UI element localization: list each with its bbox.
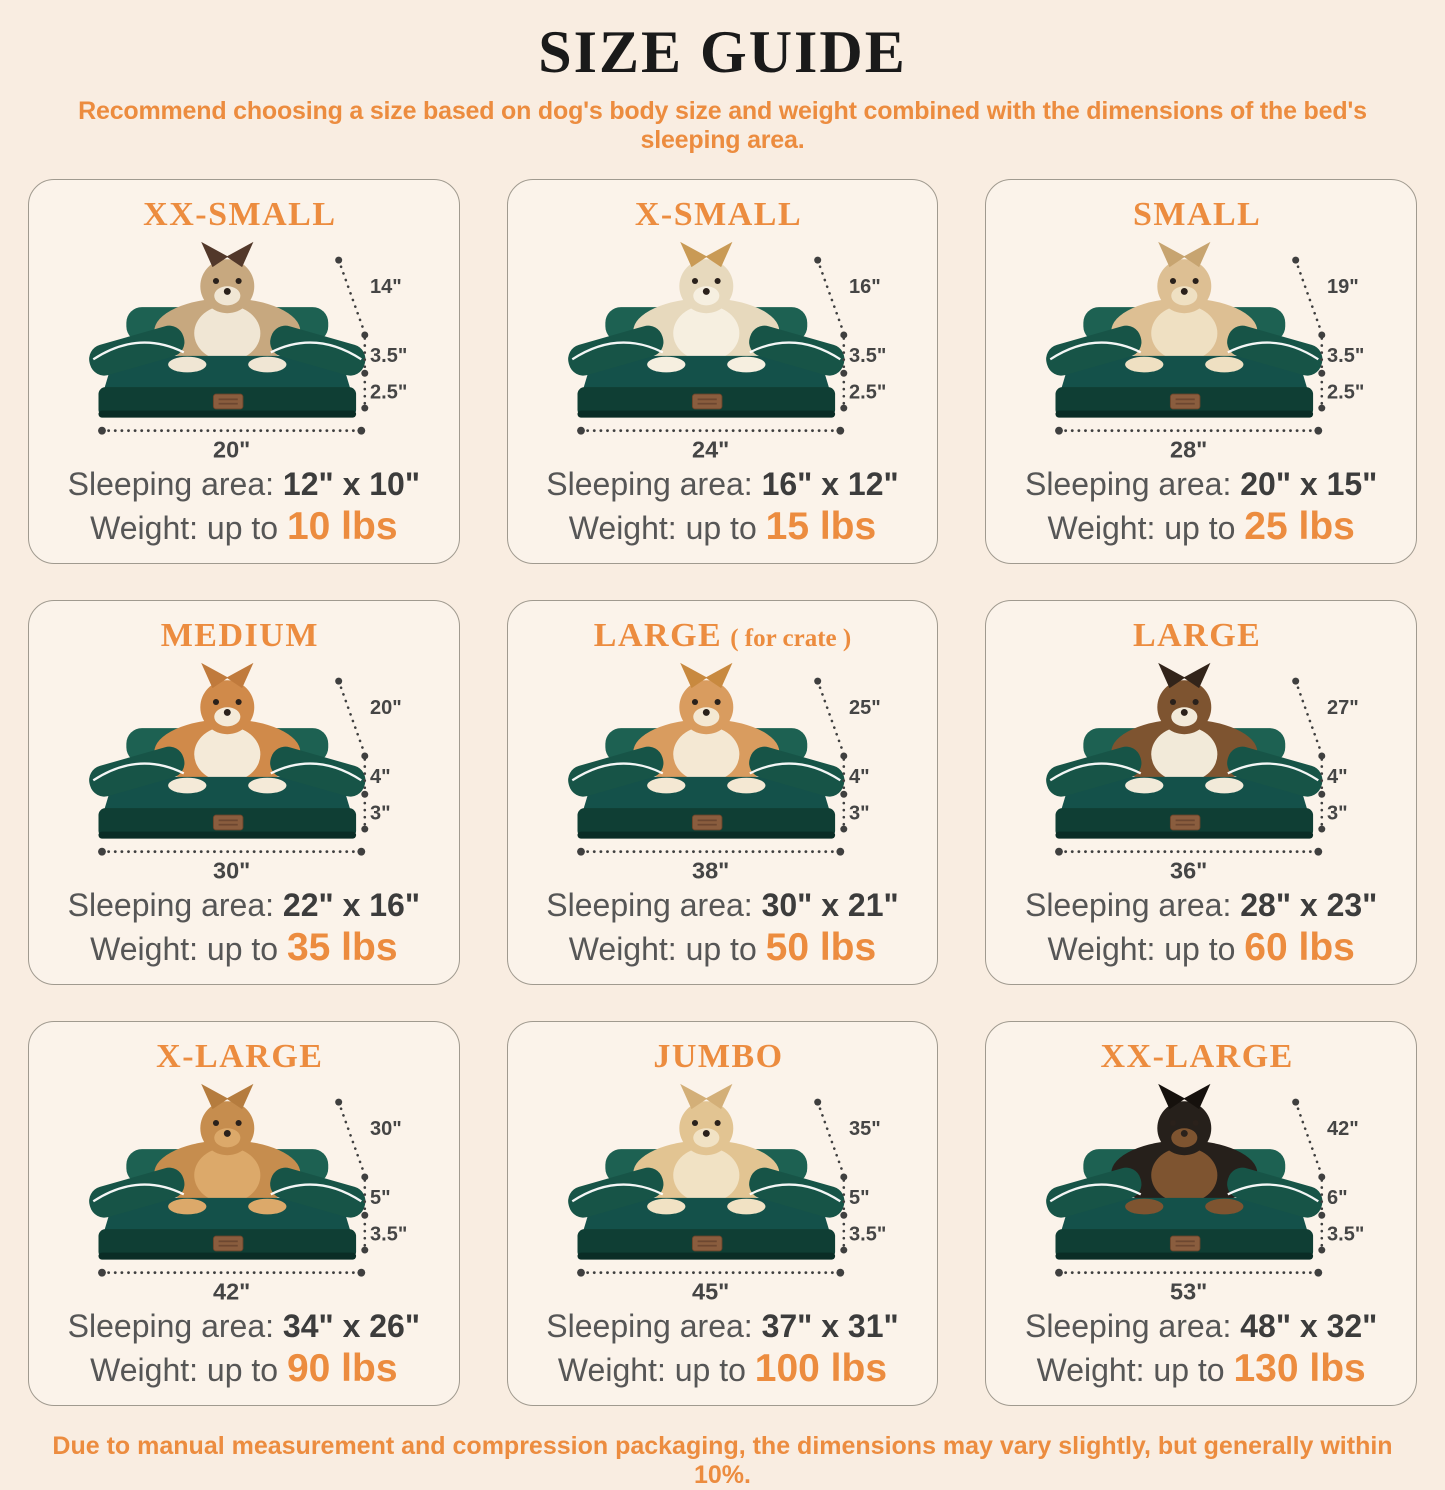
pet-paw-right bbox=[727, 1199, 765, 1215]
weight-value: 50 lbs bbox=[765, 926, 877, 969]
pet-eye-right bbox=[714, 699, 720, 705]
dimension-label-lower: 3.5" bbox=[848, 1223, 886, 1246]
bed-tag-detail bbox=[697, 403, 716, 405]
dimension-line-depth bbox=[339, 260, 365, 333]
dimension-label-upper: 5" bbox=[370, 1186, 391, 1209]
pet-chest bbox=[1152, 726, 1218, 782]
pet-paw-right bbox=[727, 357, 765, 373]
sleeping-area-label: Sleeping area: bbox=[67, 466, 275, 502]
pet-eye-right bbox=[714, 278, 720, 284]
bed-base-shadow bbox=[1056, 1253, 1314, 1260]
weight-value: 15 lbs bbox=[765, 505, 877, 548]
pet-nose bbox=[224, 1130, 231, 1137]
weight-label: Weight: up to bbox=[90, 510, 279, 546]
dimension-label-lower: 3" bbox=[848, 802, 870, 825]
sleeping-area-label: Sleeping area: bbox=[1024, 887, 1232, 923]
dimension-label-lower: 3" bbox=[1327, 802, 1348, 825]
pet-chest bbox=[1152, 305, 1218, 361]
bed-figure bbox=[994, 655, 1408, 883]
bed-tag-detail bbox=[697, 1245, 716, 1247]
bed-brand-tag bbox=[692, 1236, 722, 1251]
weight-value: 130 lbs bbox=[1233, 1347, 1366, 1390]
sleeping-area-line bbox=[37, 466, 451, 503]
size-label: XX-LARGE bbox=[1100, 1038, 1294, 1075]
pet-nose bbox=[702, 1130, 709, 1137]
sleeping-area-line bbox=[994, 887, 1408, 924]
size-card bbox=[28, 179, 460, 564]
dimension-label-depth: 27" bbox=[1327, 697, 1360, 720]
size-suffix: ( for crate ) bbox=[730, 625, 852, 652]
sleeping-area-value: 28" x 23" bbox=[1240, 887, 1378, 923]
weight-line bbox=[37, 926, 451, 970]
bed-base-shadow bbox=[1056, 411, 1314, 418]
pet-nose bbox=[1181, 288, 1188, 295]
bed-tag-detail bbox=[219, 1245, 238, 1247]
bed-tag-detail bbox=[1176, 824, 1195, 826]
bed-base-shadow bbox=[98, 411, 356, 418]
pet-chest bbox=[194, 1147, 260, 1203]
page-subtitle: Recommend choosing a size based on dog's body size and weight combined with the dimensions of the bed's sleeping area. bbox=[78, 97, 1367, 154]
size-card bbox=[507, 179, 939, 564]
dimension-label-width: 20" bbox=[213, 436, 251, 462]
pet-paw-left bbox=[647, 357, 685, 373]
bed-tag-detail bbox=[697, 1240, 716, 1242]
dimension-label-depth: 19" bbox=[1327, 276, 1360, 299]
pet-chest bbox=[194, 726, 260, 782]
pet-chest bbox=[1152, 1147, 1218, 1203]
size-cards-grid bbox=[28, 179, 1417, 1406]
bed-tag-detail bbox=[697, 824, 716, 826]
sleeping-area-label: Sleeping area: bbox=[67, 887, 275, 923]
weight-label: Weight: up to bbox=[557, 1352, 746, 1388]
pet-paw-right bbox=[1206, 1199, 1244, 1215]
bed-tag-detail bbox=[697, 819, 716, 821]
size-card bbox=[507, 600, 939, 985]
weight-line bbox=[37, 1347, 451, 1391]
size-name bbox=[516, 196, 930, 234]
dimension-label-lower: 2.5" bbox=[370, 381, 408, 404]
sleeping-area-value: 22" x 16" bbox=[282, 887, 421, 923]
dimension-label-upper: 4" bbox=[1327, 765, 1348, 788]
size-label: LARGE bbox=[1132, 617, 1262, 654]
bed-brand-tag bbox=[1171, 815, 1201, 830]
size-name bbox=[994, 617, 1408, 655]
dimension-label-upper: 3.5" bbox=[370, 344, 408, 367]
dimension-label-width: 30" bbox=[213, 857, 251, 883]
bed-tag-detail bbox=[219, 1240, 238, 1242]
bed-base-shadow bbox=[577, 832, 835, 839]
bed-brand-tag bbox=[692, 815, 722, 830]
dimension-line-depth bbox=[817, 1102, 843, 1175]
bed-tag-detail bbox=[1176, 1245, 1195, 1247]
pet-paw-right bbox=[1206, 357, 1244, 373]
weight-value: 100 lbs bbox=[754, 1347, 888, 1390]
size-name bbox=[994, 1038, 1408, 1076]
dimension-label-lower: 3.5" bbox=[370, 1223, 408, 1246]
pet-nose bbox=[224, 288, 231, 295]
dimension-line-depth bbox=[1296, 681, 1322, 754]
sleeping-area-label: Sleeping area: bbox=[546, 887, 753, 923]
sleeping-area-value: 30" x 21" bbox=[761, 887, 899, 923]
dimension-label-depth: 14" bbox=[370, 276, 402, 299]
pet-paw-left bbox=[168, 778, 206, 794]
sleeping-area-line bbox=[994, 466, 1408, 503]
size-label: MEDIUM bbox=[160, 617, 319, 654]
pet-eye-left bbox=[1170, 1120, 1176, 1126]
pet-paw-left bbox=[168, 1199, 206, 1215]
weight-label: Weight: up to bbox=[1036, 1352, 1225, 1388]
pet-chest bbox=[673, 305, 739, 361]
size-label: X-SMALL bbox=[634, 196, 803, 233]
pet-chest bbox=[194, 305, 260, 361]
pet-chest bbox=[673, 1147, 739, 1203]
weight-value: 10 lbs bbox=[286, 505, 398, 548]
size-label: LARGE bbox=[593, 617, 723, 654]
pet-paw-left bbox=[168, 357, 206, 373]
weight-label: Weight: up to bbox=[1047, 510, 1236, 546]
bed-tag-detail bbox=[219, 403, 238, 405]
sleeping-area-line bbox=[994, 1308, 1408, 1345]
bed-figure bbox=[994, 1076, 1408, 1304]
bed-figure bbox=[37, 234, 451, 462]
pet-eye-left bbox=[1170, 278, 1176, 284]
size-name bbox=[516, 617, 930, 655]
pet-chest bbox=[673, 726, 739, 782]
size-name bbox=[37, 617, 451, 655]
dimension-line-depth bbox=[817, 260, 843, 333]
weight-label: Weight: up to bbox=[568, 510, 757, 546]
weight-line bbox=[516, 505, 930, 549]
dimension-line-depth bbox=[1296, 1102, 1322, 1175]
dimension-label-depth: 20" bbox=[370, 697, 402, 720]
dimension-label-upper: 4" bbox=[848, 765, 870, 788]
pet-paw-left bbox=[647, 778, 685, 794]
dimension-label-depth: 42" bbox=[1327, 1118, 1360, 1141]
bed-tag-detail bbox=[219, 398, 238, 400]
bed-brand-tag bbox=[213, 815, 243, 830]
size-name bbox=[37, 196, 451, 234]
weight-value: 25 lbs bbox=[1244, 505, 1355, 548]
size-label: X-LARGE bbox=[156, 1038, 324, 1075]
bed-tag-detail bbox=[1176, 1240, 1195, 1242]
dimension-line-depth bbox=[1296, 260, 1322, 333]
pet-nose bbox=[702, 709, 709, 716]
weight-value: 35 lbs bbox=[286, 926, 398, 969]
pet-eye-right bbox=[1193, 278, 1199, 284]
weight-line bbox=[994, 1347, 1408, 1391]
weight-line bbox=[994, 505, 1408, 549]
pet-nose bbox=[1181, 709, 1188, 716]
dimension-label-upper: 3.5" bbox=[848, 344, 886, 367]
dimension-label-width: 28" bbox=[1170, 436, 1208, 462]
sleeping-area-line bbox=[516, 887, 930, 924]
bed-brand-tag bbox=[213, 1236, 243, 1251]
size-label: XX-SMALL bbox=[143, 196, 337, 233]
weight-label: Weight: up to bbox=[1047, 931, 1236, 967]
bed-tag-detail bbox=[1176, 403, 1195, 405]
sleeping-area-label: Sleeping area: bbox=[1024, 466, 1232, 502]
size-card bbox=[985, 179, 1417, 564]
pet-nose bbox=[702, 288, 709, 295]
bed-tag-detail bbox=[1176, 819, 1195, 821]
bed-base-shadow bbox=[98, 1253, 356, 1260]
sleeping-area-value: 12" x 10" bbox=[282, 466, 421, 502]
pet-eye-left bbox=[213, 1120, 219, 1126]
pet-eye-left bbox=[692, 699, 698, 705]
bed-brand-tag bbox=[1171, 1236, 1201, 1251]
sleeping-area-label: Sleeping area: bbox=[67, 1308, 275, 1344]
pet-paw-right bbox=[727, 778, 765, 794]
dimension-label-depth: 16" bbox=[848, 276, 881, 299]
page-title: SIZE GUIDE bbox=[538, 19, 907, 85]
dimension-label-depth: 35" bbox=[848, 1118, 881, 1141]
bed-tag-detail bbox=[219, 819, 238, 821]
pet-paw-left bbox=[1125, 1199, 1163, 1215]
size-label: SMALL bbox=[1132, 196, 1262, 233]
size-card bbox=[28, 1021, 460, 1406]
sleeping-area-value: 34" x 26" bbox=[282, 1308, 421, 1344]
pet-eye-right bbox=[236, 278, 242, 284]
sleeping-area-value: 16" x 12" bbox=[761, 466, 899, 502]
dimension-label-depth: 30" bbox=[370, 1118, 402, 1141]
weight-line bbox=[516, 1347, 930, 1391]
sleeping-area-line bbox=[37, 1308, 451, 1345]
bed-base-shadow bbox=[1056, 832, 1314, 839]
dimension-label-lower: 3.5" bbox=[1327, 1223, 1365, 1246]
bed-tag-detail bbox=[219, 824, 238, 826]
sleeping-area-line bbox=[516, 466, 930, 503]
bed-tag-detail bbox=[1176, 398, 1195, 400]
sleeping-area-line bbox=[516, 1308, 930, 1345]
sleeping-area-value: 20" x 15" bbox=[1240, 466, 1378, 502]
weight-line bbox=[37, 505, 451, 549]
dimension-label-depth: 25" bbox=[848, 697, 881, 720]
sleeping-area-label: Sleeping area: bbox=[1024, 1308, 1232, 1344]
sleeping-area-label: Sleeping area: bbox=[546, 466, 753, 502]
bed-figure bbox=[994, 234, 1408, 462]
dimension-line-depth bbox=[339, 681, 365, 754]
weight-label: Weight: up to bbox=[90, 931, 279, 967]
bed-base-shadow bbox=[577, 1253, 835, 1260]
pet-paw-right bbox=[248, 778, 286, 794]
dimension-line-depth bbox=[817, 681, 843, 754]
dimension-label-lower: 2.5" bbox=[1327, 381, 1365, 404]
pet-eye-right bbox=[1193, 1120, 1199, 1126]
pet-nose bbox=[1181, 1130, 1188, 1137]
dimension-label-width: 38" bbox=[691, 857, 729, 883]
dimension-label-upper: 5" bbox=[848, 1186, 870, 1209]
dimension-label-upper: 4" bbox=[370, 765, 391, 788]
weight-label: Weight: up to bbox=[90, 1352, 279, 1388]
pet-eye-right bbox=[714, 1120, 720, 1126]
bed-brand-tag bbox=[692, 394, 722, 409]
sleeping-area-label: Sleeping area: bbox=[546, 1308, 753, 1344]
pet-eye-left bbox=[692, 1120, 698, 1126]
pet-paw-left bbox=[1125, 778, 1163, 794]
pet-eye-right bbox=[236, 1120, 242, 1126]
dimension-label-width: 45" bbox=[691, 1278, 729, 1304]
bed-base-shadow bbox=[98, 832, 356, 839]
pet-paw-left bbox=[1125, 357, 1163, 373]
dimension-label-width: 42" bbox=[213, 1278, 251, 1304]
weight-label: Weight: up to bbox=[568, 931, 757, 967]
pet-eye-left bbox=[213, 699, 219, 705]
bed-figure bbox=[516, 234, 930, 462]
pet-eye-right bbox=[236, 699, 242, 705]
bed-base-shadow bbox=[577, 411, 835, 418]
pet-eye-left bbox=[1170, 699, 1176, 705]
size-card bbox=[985, 600, 1417, 985]
pet-nose bbox=[224, 709, 231, 716]
bed-tag-detail bbox=[697, 398, 716, 400]
bed-figure bbox=[516, 1076, 930, 1304]
weight-value: 60 lbs bbox=[1244, 926, 1355, 969]
pet-paw-right bbox=[1206, 778, 1244, 794]
bed-figure bbox=[37, 655, 451, 883]
dimension-label-width: 36" bbox=[1170, 857, 1208, 883]
dimension-label-upper: 6" bbox=[1327, 1186, 1348, 1209]
bed-figure bbox=[516, 655, 930, 883]
sleeping-area-value: 48" x 32" bbox=[1240, 1308, 1378, 1344]
pet-eye-left bbox=[213, 278, 219, 284]
dimension-line-depth bbox=[339, 1102, 365, 1175]
sleeping-area-line bbox=[37, 887, 451, 924]
size-name bbox=[994, 196, 1408, 234]
dimension-label-lower: 3" bbox=[370, 802, 391, 825]
weight-value: 90 lbs bbox=[286, 1347, 398, 1390]
pet-eye-left bbox=[692, 278, 698, 284]
dimension-label-lower: 2.5" bbox=[848, 381, 886, 404]
size-card bbox=[507, 1021, 939, 1406]
dimension-label-upper: 3.5" bbox=[1327, 344, 1365, 367]
pet-paw-right bbox=[248, 357, 286, 373]
size-name bbox=[37, 1038, 451, 1076]
pet-eye-right bbox=[1193, 699, 1199, 705]
bed-brand-tag bbox=[1171, 394, 1201, 409]
bed-brand-tag bbox=[213, 394, 243, 409]
sleeping-area-value: 37" x 31" bbox=[761, 1308, 899, 1344]
dimension-label-width: 53" bbox=[1170, 1278, 1208, 1304]
dimension-label-width: 24" bbox=[691, 436, 729, 462]
page-footnote: Due to manual measurement and compression packaging, the dimensions may vary slightly, but generally within 10%. bbox=[52, 1432, 1393, 1489]
bed-figure bbox=[37, 1076, 451, 1304]
size-card bbox=[985, 1021, 1417, 1406]
pet-paw-left bbox=[647, 1199, 685, 1215]
weight-line bbox=[994, 926, 1408, 970]
size-label: JUMBO bbox=[653, 1038, 784, 1075]
size-name bbox=[516, 1038, 930, 1076]
pet-paw-right bbox=[248, 1199, 286, 1215]
weight-line bbox=[516, 926, 930, 970]
size-card bbox=[28, 600, 460, 985]
